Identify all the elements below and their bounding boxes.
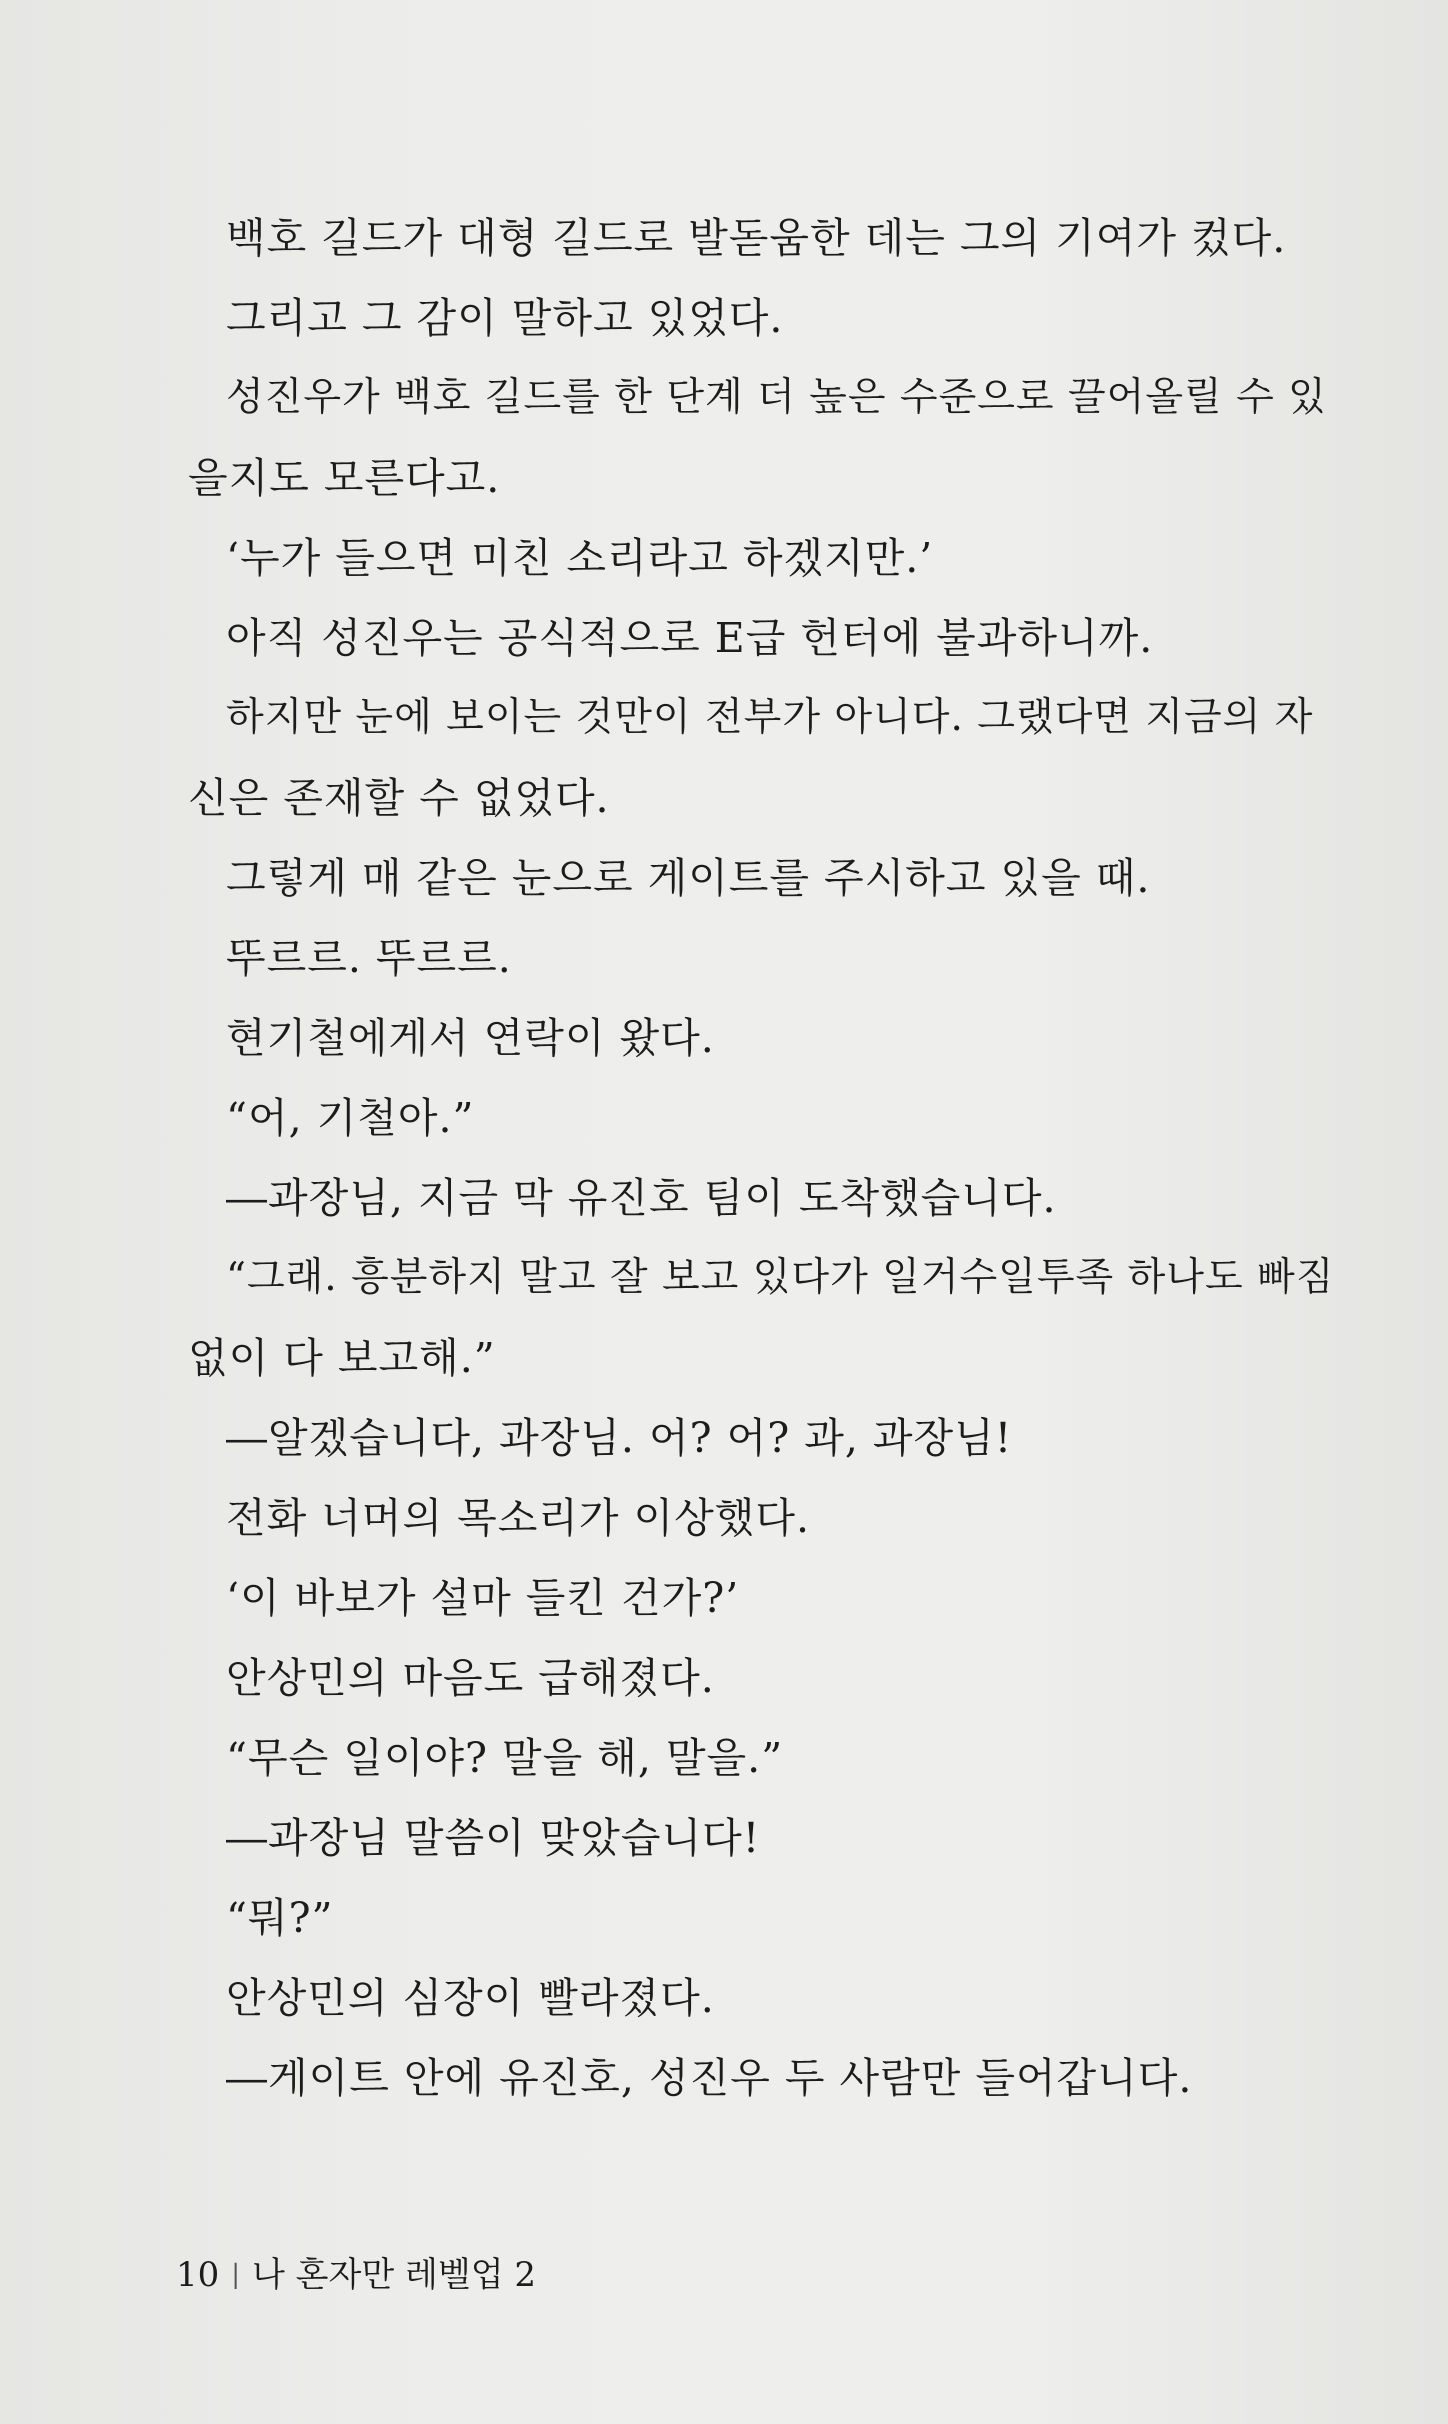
text-line: ―과장님 말씀이 맞았습니다!	[226, 1814, 761, 1862]
text-line: 성진우가 백호 길드를 한 단계 더 높은 수준으로 끌어올릴 수 있	[226, 375, 1327, 420]
text-line: 아직 성진우는 공식적으로 E급 헌터에 불과하니까.	[226, 614, 1154, 662]
text-line: 현기철에게서 연락이 왔다.	[226, 1014, 715, 1062]
footer-separator: |	[231, 2260, 241, 2290]
text-line: 그렇게 매 같은 눈으로 게이트를 주시하고 있을 때.	[226, 854, 1151, 902]
text-line: “뭐?”	[226, 1894, 334, 1942]
page-footer	[176, 2250, 536, 2300]
text-line: ―알겠습니다, 과장님. 어? 어? 과, 과장님!	[226, 1414, 1013, 1462]
text-line: “그래. 흥분하지 말고 잘 보고 있다가 일거수일투족 하나도 빠짐	[226, 1255, 1335, 1300]
text-line: 을지도 모른다고.	[188, 454, 501, 502]
text-line: ―과장님, 지금 막 유진호 팀이 도착했습니다.	[226, 1174, 1057, 1222]
text-line: 하지만 눈에 보이는 것만이 전부가 아니다. 그랬다면 지금의 자	[226, 695, 1314, 740]
text-line: 그리고 그 감이 말하고 있었다.	[226, 294, 784, 342]
text-line: 안상민의 심장이 빨라졌다.	[226, 1974, 715, 2022]
text-line: “무슨 일이야? 말을 해, 말을.”	[226, 1734, 784, 1782]
text-line: 전화 너머의 목소리가 이상했다.	[226, 1494, 811, 1542]
text-line: ‘이 바보가 설마 들킨 건가?’	[226, 1574, 740, 1622]
text-line: 없이 다 보고해.”	[188, 1334, 496, 1382]
text-line: “어, 기철아.”	[226, 1094, 475, 1142]
text-line: 신은 존재할 수 없었다.	[188, 774, 610, 822]
text-line: ―게이트 안에 유진호, 성진우 두 사람만 들어갑니다.	[226, 2054, 1193, 2102]
text-line: ‘누가 들으면 미친 소리라고 하겠지만.’	[226, 534, 934, 582]
text-line: 백호 길드가 대형 길드로 발돋움한 데는 그의 기여가 컸다.	[226, 214, 1287, 262]
page-number: 10	[176, 2255, 220, 2295]
text-line: 뚜르르. 뚜르르.	[226, 934, 512, 982]
body-text	[188, 198, 1335, 2118]
text-line: 안상민의 마음도 급해졌다.	[226, 1654, 715, 1702]
book-title: 나 혼자만 레벨업 2	[252, 2255, 536, 2295]
